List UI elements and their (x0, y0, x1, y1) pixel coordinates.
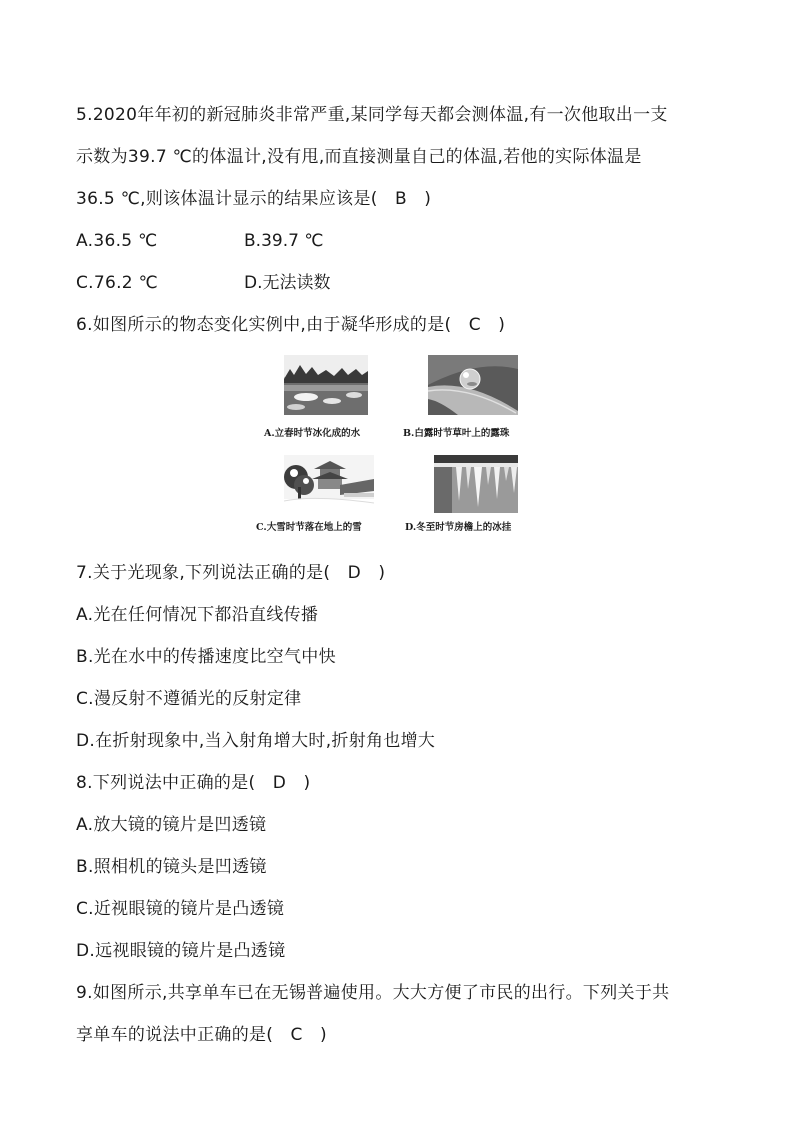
q7-option-b: B.光在水中的传播速度比空气中快 (76, 647, 336, 667)
q8-option-a: A.放大镜的镜片是凹透镜 (76, 815, 267, 835)
q5-option-b: B.39.7 ℃ (244, 231, 324, 251)
figure-c-snow-scene-photo (284, 455, 374, 513)
q6-stem: 6.如图所示的物态变化实例中,由于凝华形成的是( C ) (76, 315, 506, 335)
q5-stem-line3: 36.5 ℃,则该体温计显示的结果应该是( B ) (76, 189, 432, 209)
q5-option-a: A.36.5 ℃ (76, 231, 158, 251)
q8-option-b: B.照相机的镜头是凹透镜 (76, 857, 267, 877)
q5-stem-line1: 5.2020年年初的新冠肺炎非常严重,某同学每天都会测体温,有一次他取出一支 (76, 105, 668, 125)
q8-stem: 8.下列说法中正确的是( D ) (76, 773, 311, 793)
figure-d-icicles-photo (434, 455, 518, 513)
caption-d: D.冬至时节房檐上的冰挂 (405, 522, 512, 533)
figure-b-dewdrop-photo (428, 355, 518, 415)
q7-option-d: D.在折射现象中,当入射角增大时,折射角也增大 (76, 731, 436, 751)
caption-c: C.大雪时节落在地上的雪 (256, 522, 362, 533)
q7-option-c: C.漫反射不遵循光的反射定律 (76, 689, 302, 709)
q9-stem-line1: 9.如图所示,共享单车已在无锡普遍使用。大大方便了市民的出行。下列关于共 (76, 983, 670, 1003)
figure-a-melting-ice-photo (284, 355, 368, 415)
caption-a: A.立春时节冰化成的水 (264, 428, 361, 439)
caption-b: B.白露时节草叶上的露珠 (403, 428, 510, 439)
q8-option-d: D.远视眼镜的镜片是凸透镜 (76, 941, 286, 961)
q8-option-c: C.近视眼镜的镜片是凸透镜 (76, 899, 285, 919)
q5-option-d: D.无法读数 (244, 273, 331, 293)
q7-option-a: A.光在任何情况下都沿直线传播 (76, 605, 319, 625)
q9-stem-line2: 享单车的说法中正确的是( C ) (76, 1025, 327, 1045)
q7-stem: 7.关于光现象,下列说法正确的是( D ) (76, 563, 386, 583)
q5-stem-line2: 示数为39.7 ℃的体温计,没有甩,而直接测量自己的体温,若他的实际体温是 (76, 147, 642, 167)
q5-option-c: C.76.2 ℃ (76, 273, 159, 293)
